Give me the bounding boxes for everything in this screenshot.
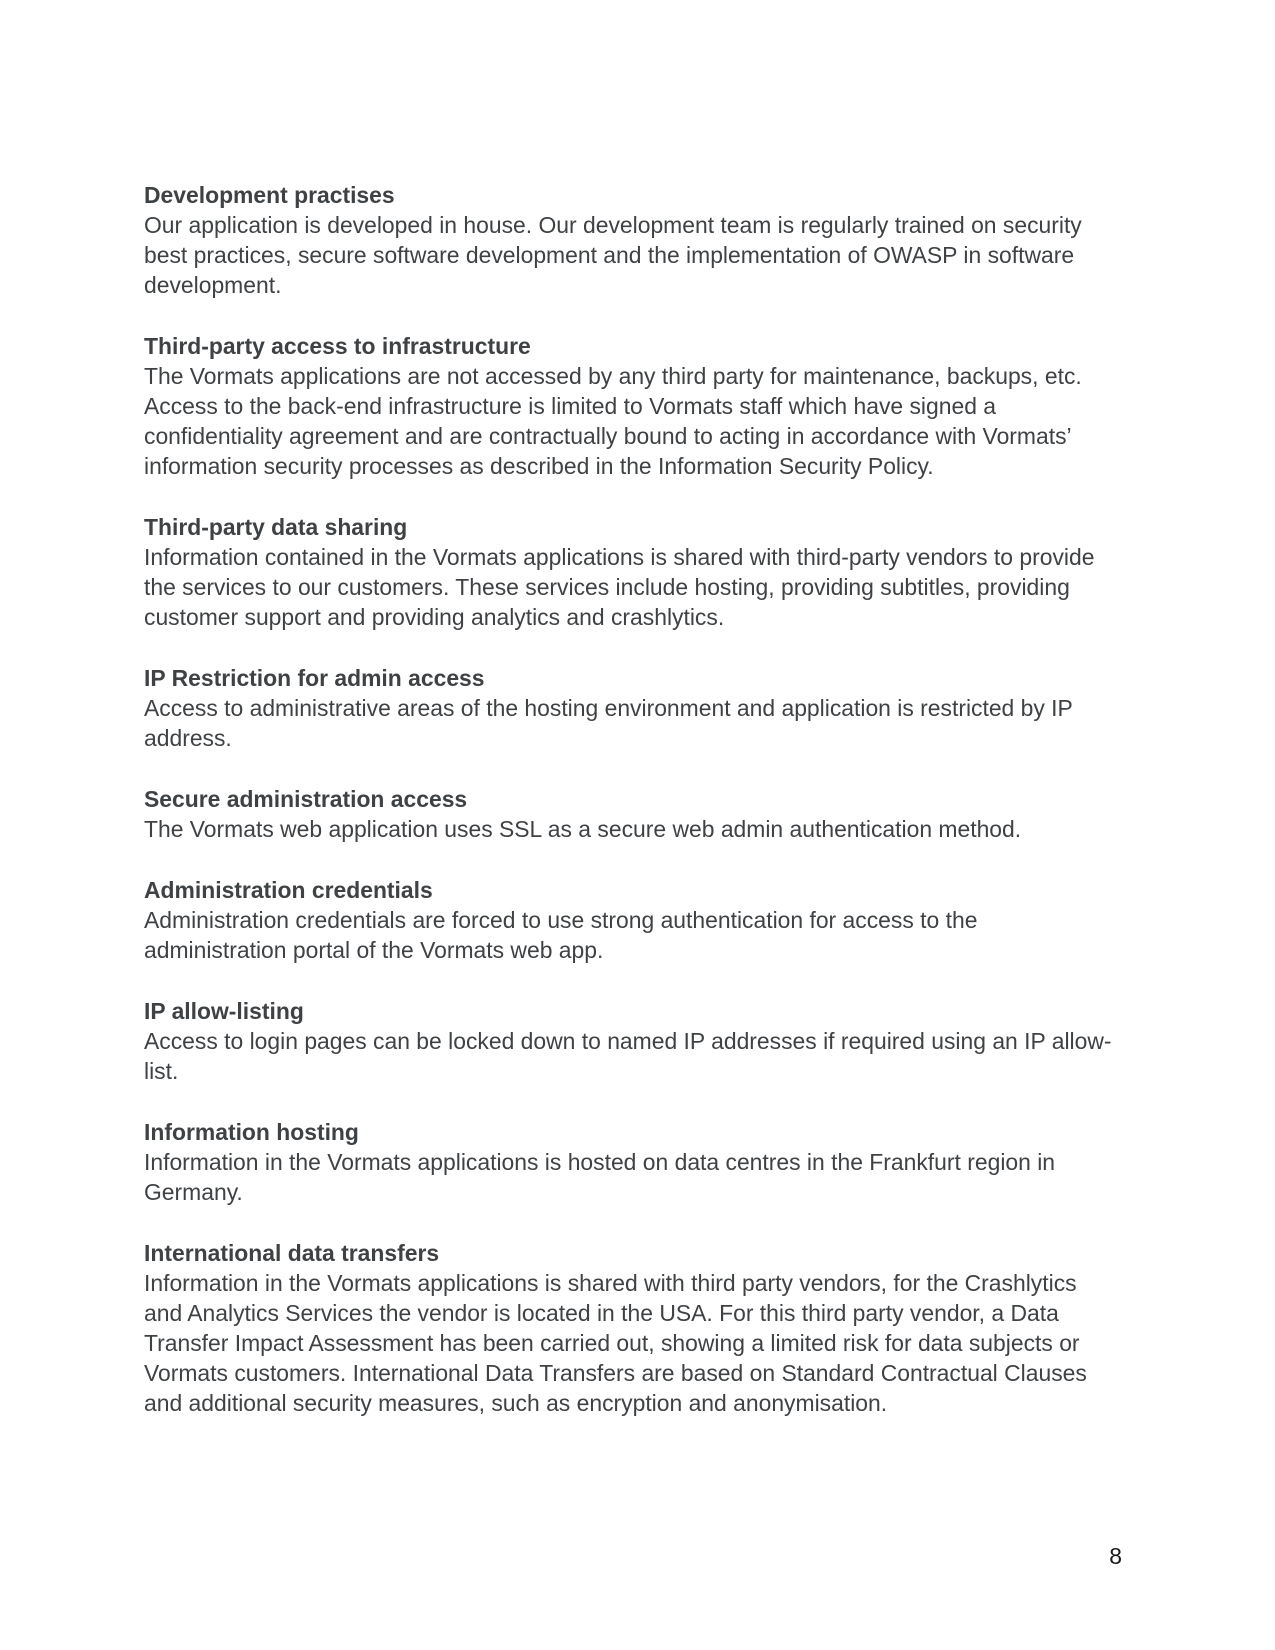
- section-heading: IP Restriction for admin access: [144, 665, 485, 691]
- page-number: 8: [1109, 1543, 1122, 1569]
- section-body: Information in the Vormats applications is shared with third party vendors, for the Crashlytics and Analytics Services the vendor is located in the USA. For this third party vendor, a Data Transfer Impact Assessment has been carried out, showing a limited risk for data subjects or Vormats customers. International Data Transfers are based on Standard Contractual Clauses and additional security measures, such as encryption and anonymisation.: [144, 1270, 1087, 1416]
- section-secure-administration-access: [144, 784, 1119, 844]
- section-heading: Third-party data sharing: [144, 514, 408, 540]
- section-administration-credentials: [144, 875, 1119, 965]
- section-body: Our application is developed in house. Our development team is regularly trained on security best practices, secure software development and the implementation of OWASP in software development.: [144, 212, 1082, 298]
- section-body: The Vormats web application uses SSL as a secure web admin authentication method.: [144, 816, 1022, 842]
- section-body: Information in the Vormats applications is hosted on data centres in the Frankfurt region in Germany.: [144, 1149, 1056, 1205]
- section-body: Information contained in the Vormats applications is shared with third-party vendors to provide the services to our customers. These services include hosting, providing subtitles, providing customer support and providing analytics and crashlytics.: [144, 544, 1095, 630]
- section-heading: International data transfers: [144, 1240, 440, 1266]
- section-information-hosting: [144, 1117, 1119, 1207]
- section-international-data-transfers: [144, 1238, 1119, 1418]
- section-ip-allow-listing: [144, 996, 1119, 1086]
- section-heading: Secure administration access: [144, 786, 468, 812]
- section-heading: Administration credentials: [144, 877, 433, 903]
- section-ip-restriction-for-admin-access: [144, 663, 1119, 753]
- section-body: The Vormats applications are not accessed by any third party for maintenance, backups, etc. Access to the back-end infrastructure is limited to Vormats staff which have signed a confidentiality agreement and are contractually bound to acting in accordance with Vormats’ information security processes as described in the Information Security Policy.: [144, 363, 1082, 479]
- section-body: Access to administrative areas of the hosting environment and application is restricted by IP address.: [144, 695, 1073, 751]
- section-heading: Development practises: [144, 182, 395, 208]
- document-content: [144, 180, 1119, 1449]
- section-heading: Information hosting: [144, 1119, 359, 1145]
- section-body: Access to login pages can be locked down to named IP addresses if required using an IP allow-list.: [144, 1028, 1112, 1084]
- section-third-party-data-sharing: [144, 512, 1119, 632]
- section-third-party-access-to-infrastructure: [144, 331, 1119, 481]
- section-body: Administration credentials are forced to use strong authentication for access to the administration portal of the Vormats web app.: [144, 907, 978, 963]
- section-heading: IP allow-listing: [144, 998, 304, 1024]
- section-development-practises: [144, 180, 1119, 300]
- section-heading: Third-party access to infrastructure: [144, 333, 531, 359]
